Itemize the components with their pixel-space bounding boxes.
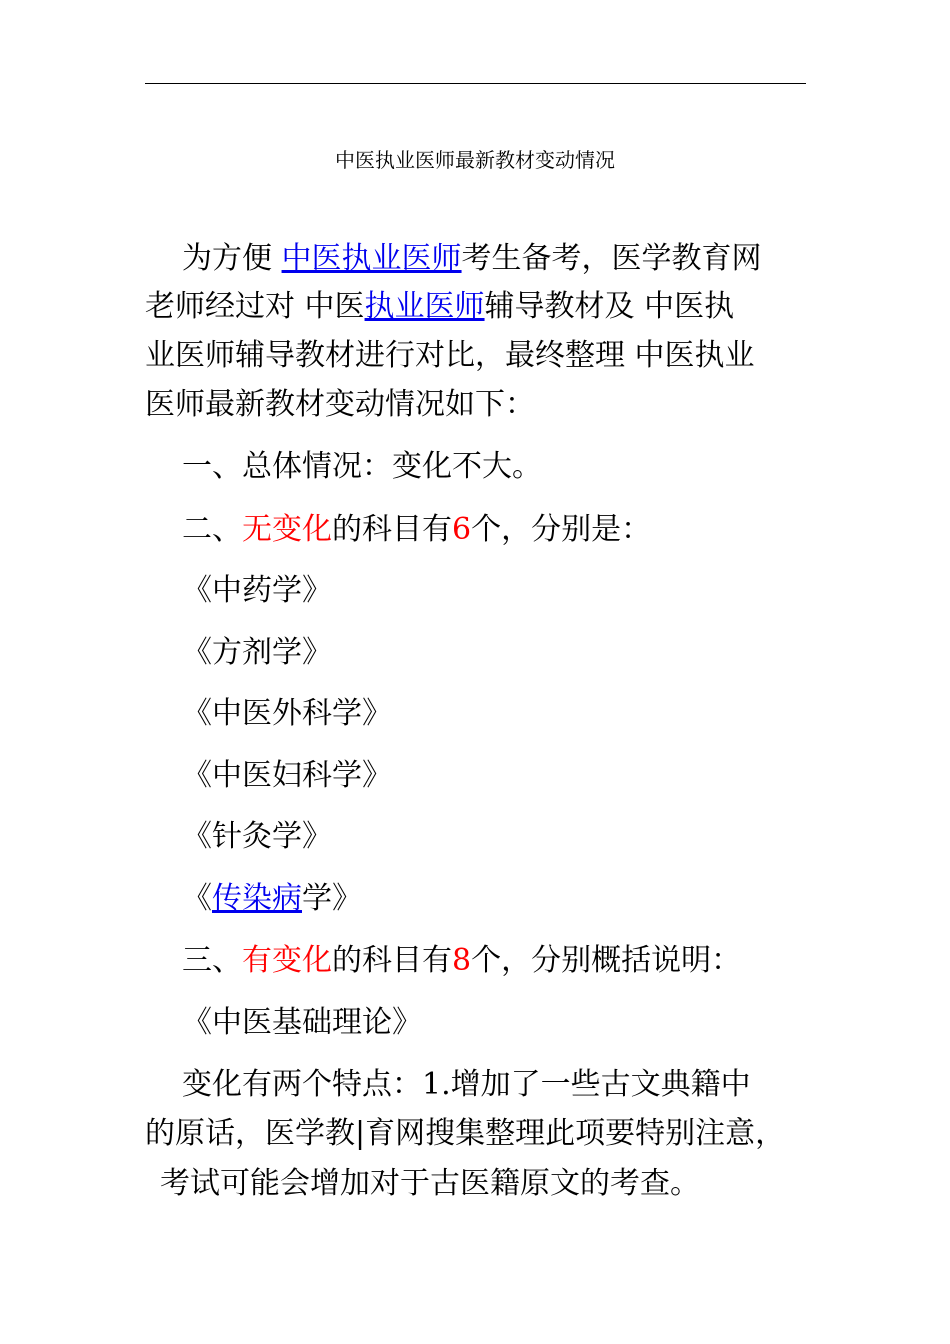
subject-item: 《中医妇科学》	[182, 758, 392, 793]
link-zhiye-yishi[interactable]: 执业医师	[364, 289, 485, 324]
section-number: 三、	[182, 943, 242, 978]
subject-basic-theory: 《中医基础理论》	[182, 1005, 422, 1040]
heading-text: 个，分别概括说明：	[471, 943, 742, 978]
subject-item: 《方剂学》	[182, 635, 332, 670]
heading-text: 的科目有	[332, 512, 452, 547]
page-title: 中医执业医师最新教材变动情况	[335, 148, 615, 172]
bracket-open: 《	[182, 881, 212, 916]
subject-item-infectious	[182, 880, 362, 918]
intro-text: 为方便	[182, 241, 282, 276]
unchanged-highlight: 无变化	[242, 512, 332, 547]
header-rule	[145, 83, 806, 84]
changed-highlight: 有变化	[242, 943, 332, 978]
intro-text: 老师经过对 中医	[145, 289, 365, 324]
subject-item: 《中药学》	[182, 573, 332, 608]
heading-text: 个，分别是：	[471, 512, 652, 547]
bracket-close: 学》	[302, 881, 362, 916]
subject-item: 《中医外科学》	[182, 696, 392, 731]
intro-line-3: 业医师辅导教材进行对比，最终整理 中医执业	[145, 338, 755, 373]
intro-line-1	[182, 240, 762, 278]
basic-desc-line-1: 变化有两个特点：1.增加了一些古文典籍中	[182, 1067, 751, 1102]
basic-desc-line-2: 的原话，医学教|育网搜集整理此项要特别注意，	[145, 1116, 786, 1151]
unchanged-count: 6	[452, 512, 472, 547]
section-unchanged-heading	[182, 511, 651, 549]
intro-text: 辅导教材及 中医执	[484, 289, 735, 324]
heading-text: 的科目有	[332, 943, 452, 978]
link-chuanranbing[interactable]: 传染病	[212, 881, 302, 916]
intro-text: 考生备考，医学教育网	[461, 241, 762, 276]
changed-count: 8	[452, 943, 472, 978]
link-zhongyi-zhiye-yishi[interactable]: 中医执业医师	[281, 241, 462, 276]
section-number: 二、	[182, 512, 242, 547]
section-changed-heading	[182, 942, 741, 980]
basic-desc-line-3: 考试可能会增加对于古医籍原文的考查。	[160, 1166, 700, 1201]
subject-item: 《针灸学》	[182, 819, 332, 854]
intro-line-4: 医师最新教材变动情况如下：	[145, 387, 535, 422]
section-overall: 一、总体情况：变化不大。	[182, 449, 542, 484]
intro-line-2	[145, 288, 734, 326]
